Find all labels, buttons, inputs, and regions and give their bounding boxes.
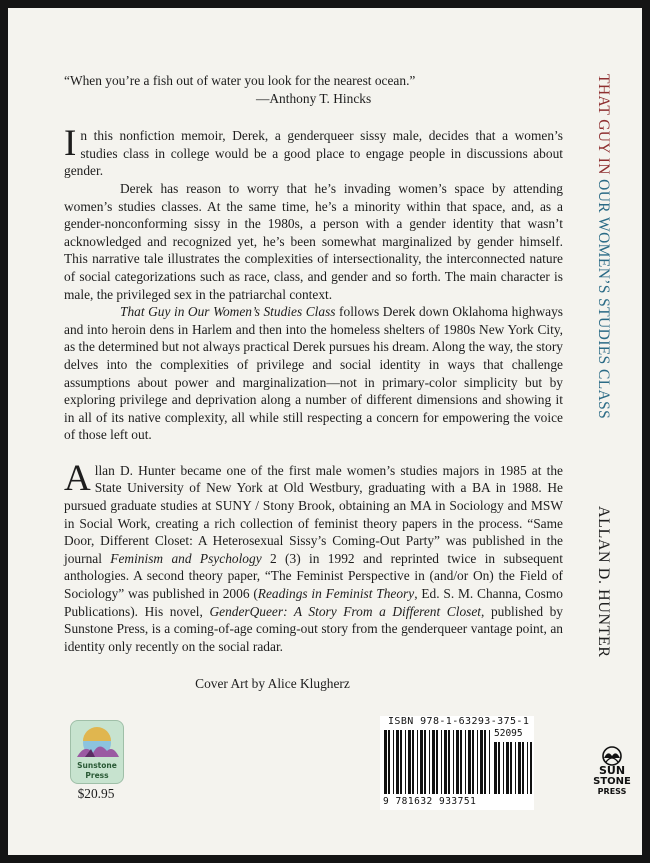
sunstone-press-spine-logo [592,744,632,800]
logo-word-3: PRESS [597,787,627,796]
epigraph-quote: “When you’re a fish out of water you look for the nearest ocean.” [64,73,416,88]
isbn-barcode [380,716,534,810]
publisher-name-line-1: Sunstone [77,761,117,770]
drop-cap: A [64,457,91,499]
bio-text: , Ed. S. M. Channa, Cosmo Publications). His novel, [64,586,564,619]
logo-word-1: SUN [598,764,626,777]
synopsis-paragraph-2: Derek has reason to worry that he’s invading women’s space by attending women’s studies classes. At the same time, he’s a minority within that space, and, as a gender-nonconforming sissy in the 1980s, a person with a gender identity that wasn’t acknowledged and recognized yet, he’s been somewhat marginalized by gender himself. This narrative tale illustrates the complexities of intersectionality, the interconnected nature of social categorizations such as race, class, and gender and so forth. The main character is male, the privileged sex in the patriarchal context. [64,180,563,302]
synopsis-text: n this nonfiction memoir, Derek, a genderqueer sissy male, decides that a women’s studies class in college would be a good place to engage people in discussions about gender. [64,128,563,179]
drop-cap: I [64,123,77,165]
price-addon-code: 52095 [494,728,523,739]
back-cover [8,8,642,855]
price: $20.95 [77,786,115,801]
anthology-title: Readings in Feminist Theory [257,586,415,602]
spine-author: ALLAN D. HUNTER [595,506,612,658]
isbn-number: ISBN 978-1-63293-375-1 [388,716,530,727]
book-title-italic: That Guy in Our Women’s Studies Class [120,304,336,320]
spine-title-part-1: THAT GUY IN [595,74,612,175]
journal-title: Feminism and Psychology [110,550,262,566]
spine-title-part-2: OUR WOMEN’S STUDIES CLASS [595,174,612,420]
bio-text: 2 (3) in 1992 and reprinted twice in subsequent anthologies. A second theory paper, “The Feminist Perspective in (and/or On) the Field of Sociology” was published in 2006 ( [64,550,563,602]
synopsis-paragraph-3 [64,303,563,444]
addon-barcode-bars [494,742,532,798]
bio-text: llan D. Hunter became one of the first male women’s studies majors in 1985 at the State University of New York at Old Westbury, graduating with a BA in 1988. He pursued graduate studies at SUNY / Stony Brook, obtaining an MA in Sociology and MSW in Social Work, creating a rich collection of feminist theory papers in the process. “Same Door, Different Closet: A Heterosexual Sissy’s Coming-Out Party” was published in the journal [64,462,563,566]
sunstone-press-logo [70,720,124,784]
synopsis-text: follows Derek down Oklahoma highways and into heroin dens in Harlem and then into the homeless shelters of 1980s New York City, as the determined but not always practical Derek pursues his dream. Along the way, the story delves into the complexities of privilege and social identity in ways that challenge assumptions about power and marginalization—not in primary-color simplicity but by exploring privilege and deprivation along a number of different dimensions and showing it in all of its native complexity, all while still respecting a concern for empowering the voice of those left out. [64,304,563,443]
bio-text: , published by Sunstone Press, is a coming-of-age coming-out story from the genderqueer vantage point, an identity only recently on the social radar. [64,603,564,654]
barcode-digits: 9 781632 933751 [383,796,477,807]
novel-title: GenderQueer: A Story From a Different Closet [209,603,482,619]
barcode-bars [384,730,492,798]
back-cover-text [64,72,563,693]
sun-landscape-icon [71,723,123,763]
logo-word-2: STONE [593,776,631,787]
cover-art-credit: Cover Art by Alice Klugherz [195,676,350,692]
synopsis-paragraph-1 [64,123,563,180]
publisher-name-line-2: Press [85,771,109,780]
author-bio [64,457,564,656]
sun-emblem-icon [592,744,632,766]
spine-title [591,74,615,444]
epigraph-attribution: —Anthony T. Hincks [256,90,372,106]
